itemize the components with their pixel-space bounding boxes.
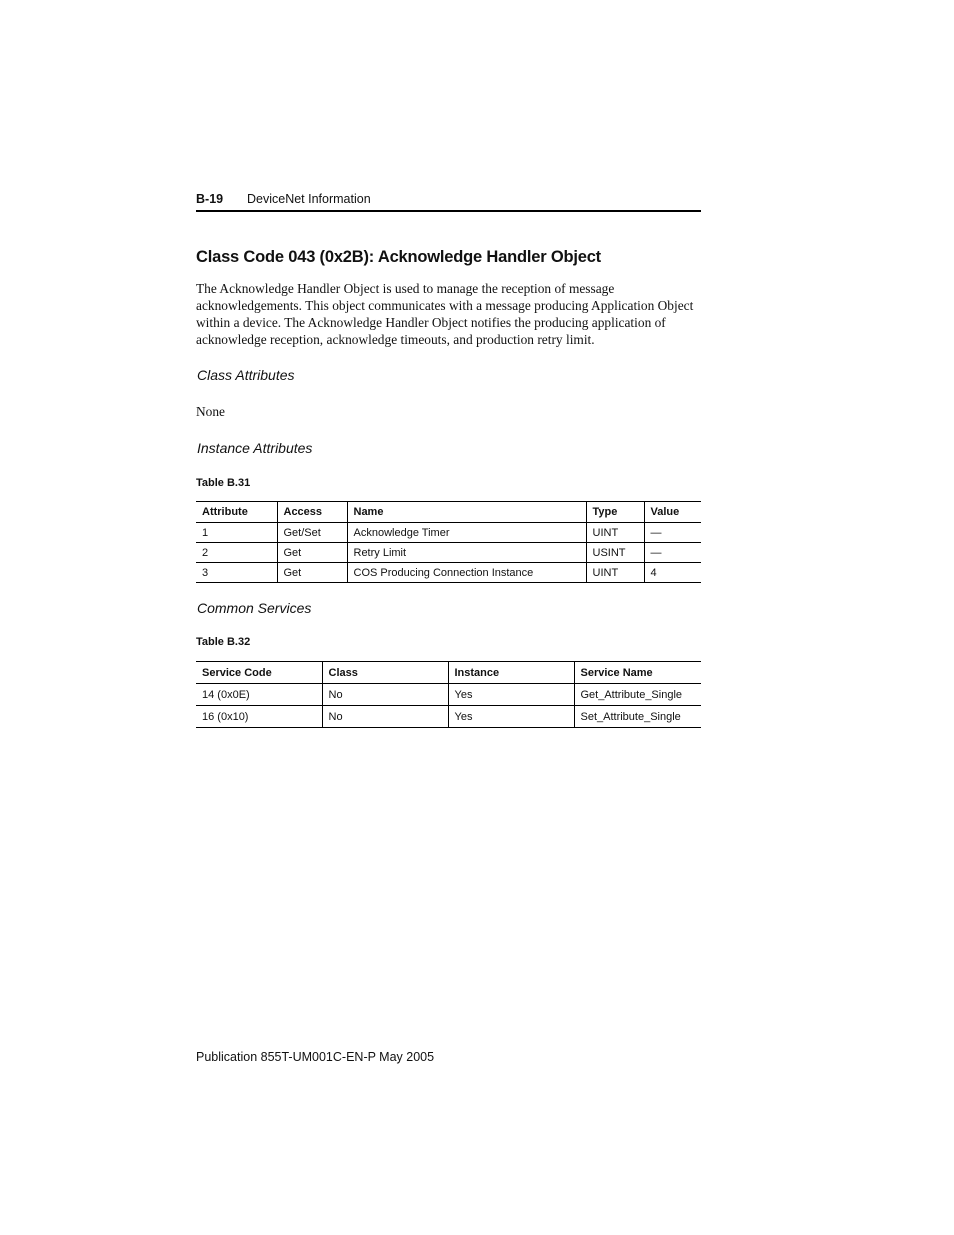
publication-footer: Publication 855T-UM001C-EN-P May 2005 <box>196 1050 435 1064</box>
table-header-row <box>196 662 701 684</box>
table-caption-b32: Table B.32 <box>196 636 251 648</box>
page-title: Class Code 043 (0x2B): Acknowledge Handler Object <box>196 248 601 266</box>
table-caption-b31: Table B.31 <box>196 477 251 489</box>
table-cell: 2 <box>196 543 277 563</box>
class-attributes-heading: Class Attributes <box>197 367 295 383</box>
intro-line: acknowledgements. This object communicates with a message producing Application Object <box>196 298 694 313</box>
running-header <box>196 192 701 210</box>
table-cell: Get <box>277 543 347 563</box>
column-header: Type <box>586 502 644 523</box>
table-cell: Get <box>277 563 347 583</box>
table-cell: USINT <box>586 543 644 563</box>
table-cell: 16 (0x10) <box>196 706 322 728</box>
table-cell: Set_Attribute_Single <box>574 706 701 728</box>
table-row <box>196 706 701 728</box>
table-cell: No <box>322 706 448 728</box>
table-cell: 1 <box>196 523 277 543</box>
table-cell: 14 (0x0E) <box>196 684 322 706</box>
table-row <box>196 684 701 706</box>
table-cell: COS Producing Connection Instance <box>347 563 586 583</box>
table-row <box>196 543 701 563</box>
column-header: Attribute <box>196 502 277 523</box>
table-cell: Get_Attribute_Single <box>574 684 701 706</box>
header-rule <box>196 210 701 212</box>
section-name: DeviceNet Information <box>247 192 371 206</box>
intro-line: acknowledge reception, acknowledge timeouts, and production retry limit. <box>196 332 595 347</box>
class-attributes-value: None <box>196 404 226 419</box>
table-cell: No <box>322 684 448 706</box>
column-header: Class <box>322 662 448 684</box>
table-cell: 3 <box>196 563 277 583</box>
instance-attributes-table <box>196 501 701 583</box>
intro-line: The Acknowledge Handler Object is used to manage the reception of message <box>196 281 615 296</box>
table-cell: Get/Set <box>277 523 347 543</box>
table-row <box>196 563 701 583</box>
intro-paragraph <box>196 280 704 348</box>
table-row <box>196 523 701 543</box>
table-cell: — <box>644 543 701 563</box>
table-cell: Retry Limit <box>347 543 586 563</box>
column-header: Value <box>644 502 701 523</box>
common-services-table <box>196 661 701 728</box>
page-number: B-19 <box>196 192 224 206</box>
column-header: Access <box>277 502 347 523</box>
table-cell: Yes <box>448 706 574 728</box>
table-cell: 4 <box>644 563 701 583</box>
column-header: Service Code <box>196 662 322 684</box>
table-cell: UINT <box>586 523 644 543</box>
common-services-heading: Common Services <box>197 600 312 616</box>
intro-line: within a device. The Acknowledge Handler Object notifies the producing application of <box>196 315 666 330</box>
table-cell: Yes <box>448 684 574 706</box>
instance-attributes-heading: Instance Attributes <box>197 440 313 456</box>
table-header-row <box>196 502 701 523</box>
column-header: Name <box>347 502 586 523</box>
column-header: Service Name <box>574 662 701 684</box>
table-cell: — <box>644 523 701 543</box>
column-header: Instance <box>448 662 574 684</box>
table-cell: Acknowledge Timer <box>347 523 586 543</box>
table-cell: UINT <box>586 563 644 583</box>
